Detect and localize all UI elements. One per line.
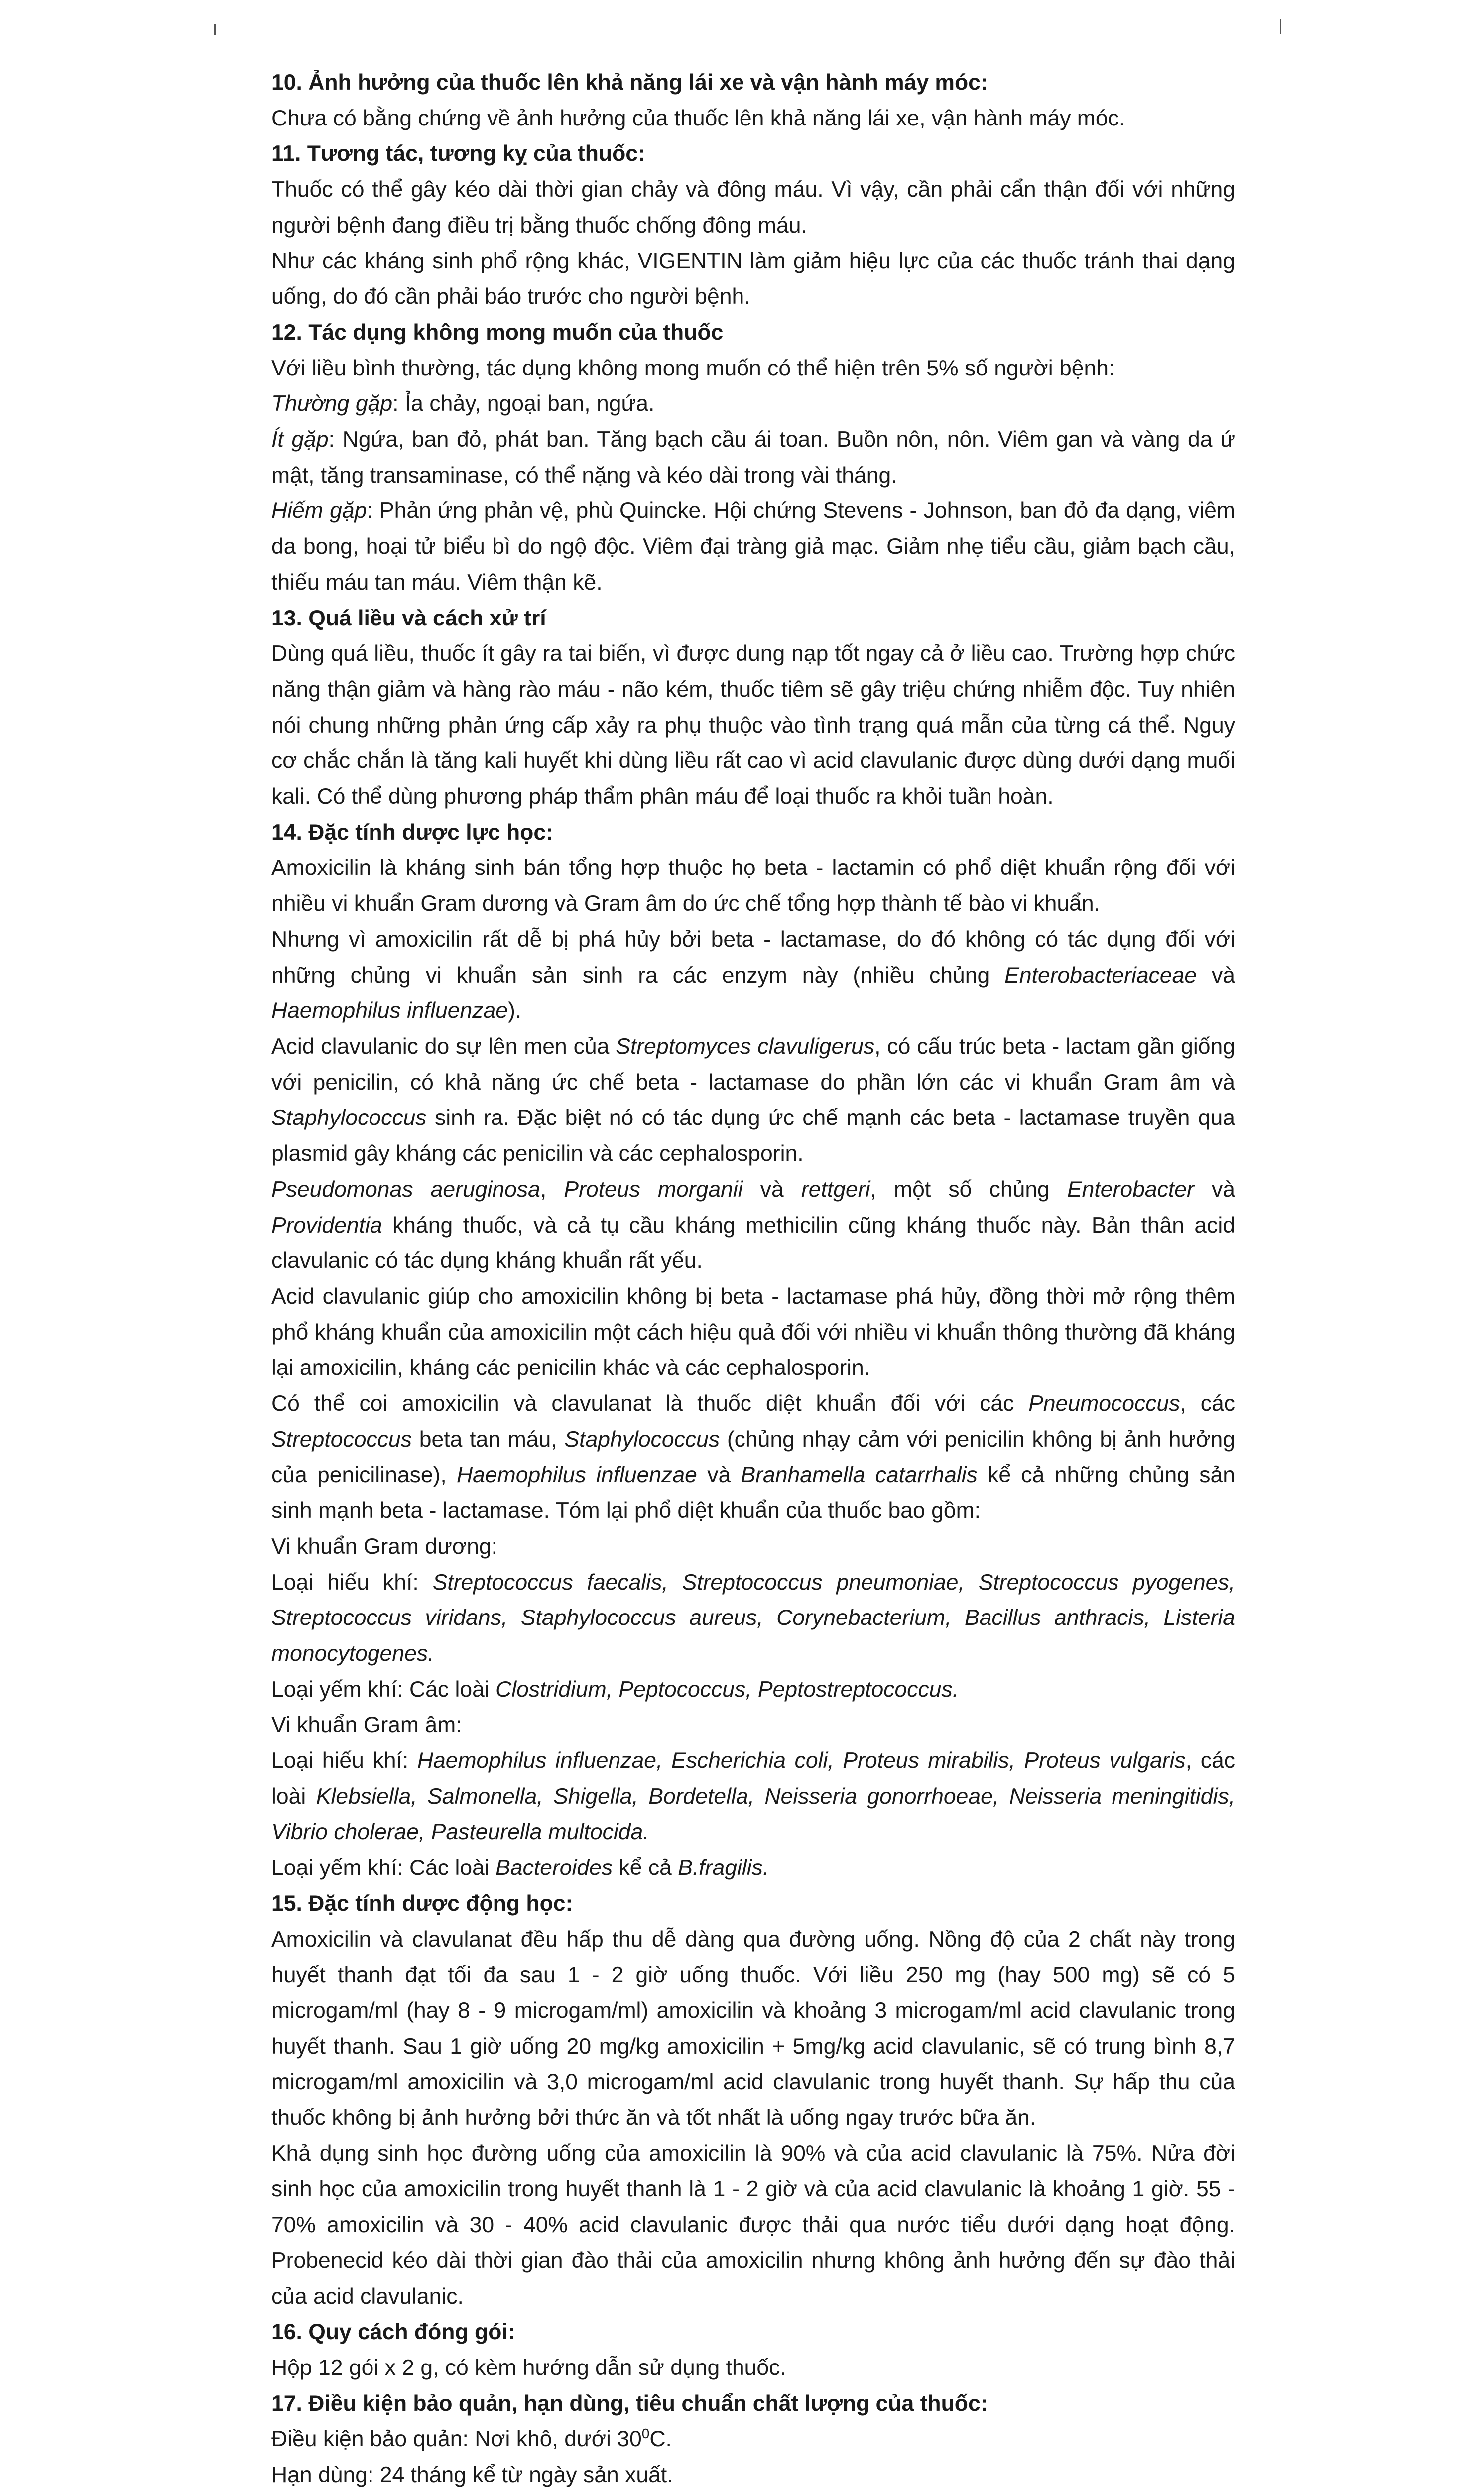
species-name: Bacteroides	[495, 1856, 613, 1880]
text: và	[1197, 963, 1235, 988]
text: sinh ra. Đặc biệt nó có tác dụng ức chế mạnh các beta - lactamase truyền qua plasmid gây kháng các penicilin và các cephalosporin.	[271, 1106, 1235, 1166]
section-12	[271, 315, 1235, 601]
text: (chủng nhạy cảm với penicilin không bị ảnh hưởng của penicilinase),	[271, 1427, 1235, 1488]
text: Loại yếm khí: Các loài	[271, 1856, 496, 1880]
text: kể cả	[613, 1856, 678, 1880]
section-heading: 14. Đặc tính dược lực học:	[271, 820, 553, 845]
paragraph: Amoxicilin và clavulanat đều hấp thu dễ dàng qua đường uống. Nồng độ của 2 chất này trong huyết thanh đạt tối đa sau 1 - 2 giờ uống thuốc. Với liều 250 mg (hay 500 mg) sẽ có 5 microgam/ml (hay 8 - 9 microgam/ml) amoxicilin và khoảng 3 microgam/ml acid clavulanic trong huyết thanh. Sau 1 giờ uống 20 mg/kg amoxicilin + 5mg/kg acid clavulanic, sẽ có trung bình 8,7 microgam/ml amoxicilin và 3,0 microgam/ml acid clavulanic trong huyết thanh. Sự hấp thu của thuốc không bị ảnh hưởng bởi thức ăn và tốt nhất là uống ngay trước bữa ăn.	[271, 1927, 1235, 2130]
text: ,	[540, 1177, 564, 1202]
text: và	[697, 1463, 741, 1488]
frequency-text: : Ngứa, ban đỏ, phát ban. Tăng bạch cầu ái toan. Buồn nôn, nôn. Viêm gan và vàng da ứ mật, tăng transaminase, có thể nặng và kéo dài trong vài tháng.	[271, 427, 1235, 488]
species-name: Streptococcus	[271, 1427, 412, 1452]
paragraph: Acid clavulanic giúp cho amoxicilin không bị beta - lactamase phá hủy, đồng thời mở rộng thêm phổ kháng khuẩn của amoxicilin một cách hiệu quả đối với nhiều vi khuẩn thông thường đã kháng lại amoxicilin, kháng các penicilin khác và các cephalosporin.	[271, 1284, 1235, 1380]
species-name: Staphylococcus	[271, 1106, 427, 1130]
section-heading: 11. Tương tác, tương kỵ của thuốc:	[271, 141, 645, 166]
species-name: Proteus morganii	[564, 1177, 743, 1202]
section-10	[271, 65, 1235, 136]
section-heading: 13. Quá liều và cách xử trí	[271, 606, 546, 630]
species-list: Clostridium, Peptococcus, Peptostreptococcus.	[495, 1677, 959, 1702]
text: Điều kiện bảo quản: Nơi khô, dưới 30	[271, 2427, 642, 2452]
text: Loại hiếu khí:	[271, 1748, 417, 1773]
text: , có cấu trúc beta - lactam gần giống với penicilin, có khả năng ức chế beta - lactamase do phần lớn các vi khuẩn Gram âm và	[271, 1034, 1235, 1095]
text: Có thể coi amoxicilin và clavulanat là thuốc diệt khuẩn đối với các	[271, 1391, 1029, 1416]
paragraph	[271, 1672, 1235, 1708]
species-name: B.fragilis.	[678, 1856, 769, 1880]
degree-superscript: 0	[641, 2426, 650, 2442]
paragraph: Chưa có bằng chứng về ảnh hưởng của thuốc lên khả năng lái xe, vận hành máy móc.	[271, 106, 1125, 130]
species-name: Pneumococcus	[1028, 1391, 1180, 1416]
paragraph	[271, 922, 1235, 1029]
frequency-label: Hiếm gặp	[271, 498, 367, 523]
species-name: rettgeri	[801, 1177, 870, 1202]
paragraph	[271, 1565, 1235, 1672]
subheading-gram-negative: Vi khuẩn Gram âm:	[271, 1713, 462, 1738]
frequency-text: : Phản ứng phản vệ, phù Quincke. Hội chứng Stevens - Johnson, ban đỏ đa dạng, viêm da bong, hoại tử biểu bì do ngộ độc. Viêm đại tràng giả mạc. Giảm nhẹ tiểu cầu, giảm bạch cầu, thiếu máu tan máu. Viêm thận kẽ.	[271, 498, 1235, 595]
text: , một số chủng	[870, 1177, 1067, 1202]
text: kháng thuốc, và cả tụ cầu kháng methicilin cũng kháng thuốc này. Bản thân acid clavulanic có tác dụng kháng khuẩn rất yếu.	[271, 1213, 1235, 1273]
text: kể cả những chủng sản sinh mạnh beta - lactamase. Tóm lại phổ diệt khuẩn của thuốc bao gồm:	[271, 1463, 1236, 1523]
paragraph: Hộp 12 gói x 2 g, có kèm hướng dẫn sử dụng thuốc.	[271, 2356, 786, 2380]
text: Nhưng vì amoxicilin rất dễ bị phá hủy bởi beta - lactamase, do đó không có tác dụng đối với những chủng vi khuẩn sản sinh ra các enzym này (nhiều chủng	[271, 927, 1235, 988]
species-name: Branhamella catarrhalis	[741, 1463, 978, 1488]
paragraph	[271, 1386, 1235, 1529]
text: và	[742, 1177, 801, 1202]
species-name: Haemophilus influenzae	[271, 998, 508, 1023]
text: , các loài	[271, 1748, 1235, 1809]
species-list: Klebsiella, Salmonella, Shigella, Bordetella, Neisseria gonorrhoeae, Neisseria meningitidis, Vibrio cholerae, Pasteurella multocida.	[271, 1784, 1235, 1845]
text: , các	[1180, 1391, 1235, 1416]
paragraph	[271, 1029, 1235, 1172]
paragraph	[271, 422, 1235, 493]
section-14	[271, 815, 1235, 1886]
section-heading: 16. Quy cách đóng gói:	[271, 2320, 515, 2345]
subheading-gram-positive: Vi khuẩn Gram dương:	[271, 1534, 497, 1559]
section-16	[271, 2314, 1235, 2385]
text: ).	[507, 998, 522, 1023]
species-name: Enterobacteriaceae	[1004, 963, 1197, 988]
paragraph: Dùng quá liều, thuốc ít gây ra tai biến, vì được dung nạp tốt ngay cả ở liều cao. Trường hợp chức năng thận giảm và hàng rào máu - não kém, thuốc tiêm sẽ gây triệu chứng nhiễm độc. Tuy nhiên nói chung những phản ứng cấp xảy ra phụ thuộc vào tình trạng quá mẫn của từng cá thể. Nguy cơ chắc chắn là tăng kali huyết khi dùng liều rất cao vì acid clavulanic được dùng dưới dạng muối kali. Có thể dùng phương pháp thẩm phân máu để loại thuốc ra khỏi tuần hoàn.	[271, 641, 1235, 809]
text: Acid clavulanic do sự lên men của	[271, 1034, 616, 1059]
species-name: Providentia	[271, 1213, 382, 1238]
species-name: Staphylococcus	[564, 1427, 720, 1452]
section-heading: 10. Ảnh hưởng của thuốc lên khả năng lái xe và vận hành máy móc:	[271, 70, 988, 95]
crop-mark-top-left	[214, 24, 216, 35]
paragraph: Như các kháng sinh phổ rộng khác, VIGENTIN làm giảm hiệu lực của các thuốc tránh thai dạng uống, do đó cần phải báo trước cho người bệnh.	[271, 249, 1235, 309]
shelf-life: Hạn dùng: 24 tháng kể từ ngày sản xuất.	[271, 2463, 673, 2488]
text: Loại yếm khí: Các loài	[271, 1677, 496, 1702]
paragraph	[271, 386, 1235, 422]
paragraph	[271, 493, 1235, 600]
species-list: Streptococcus faecalis, Streptococcus pneumoniae, Streptococcus pyogenes, Streptococcus viridans, Staphylococcus aureus, Corynebacterium, Bacillus anthracis, Listeria monocytogenes.	[271, 1570, 1235, 1666]
paragraph: Amoxicilin là kháng sinh bán tổng hợp thuộc họ beta - lactamin có phổ diệt khuẩn rộng đối với nhiều vi khuẩn Gram dương và Gram âm do ức chế tổng hợp thành tế bào vi khuẩn.	[271, 856, 1235, 916]
section-heading: 12. Tác dụng không mong muốn của thuốc	[271, 320, 724, 345]
text: Loại hiếu khí:	[271, 1570, 433, 1595]
paragraph: Thuốc có thể gây kéo dài thời gian chảy và đông máu. Vì vậy, cần phải cẩn thận đối với những người bệnh đang điều trị bằng thuốc chống đông máu.	[271, 177, 1235, 238]
leaflet-text	[271, 65, 1235, 2490]
paragraph	[271, 1743, 1235, 1850]
text: và	[1194, 1177, 1235, 1202]
frequency-text: : Ỉa chảy, ngoại ban, ngứa.	[392, 391, 655, 416]
species-name: Enterobacter	[1067, 1177, 1194, 1202]
section-13	[271, 601, 1235, 815]
section-11	[271, 136, 1235, 315]
paragraph: Với liều bình thường, tác dụng không mong muốn có thể hiện trên 5% số người bệnh:	[271, 356, 1115, 380]
section-17	[271, 2386, 1235, 2490]
text: beta tan máu,	[411, 1427, 565, 1452]
frequency-label: Ít gặp	[271, 427, 329, 452]
species-name: Pseudomonas aeruginosa	[271, 1177, 540, 1202]
species-name: Streptomyces clavuligerus	[616, 1034, 875, 1059]
frequency-label: Thường gặp	[271, 391, 393, 416]
paragraph: Khả dụng sinh học đường uống của amoxicilin là 90% và của acid clavulanic là 75%. Nửa đời sinh học của amoxicilin trong huyết thanh là 1 - 2 giờ và của acid clavulanic là khoảng 1 giờ. 55 - 70% amoxicilin và 30 - 40% acid clavulanic được thải qua nước tiểu dưới dạng hoạt động. Probenecid kéo dài thời gian đào thải của amoxicilin nhưng không ảnh hưởng đến sự đào thải của acid clavulanic.	[271, 2141, 1235, 2309]
section-15	[271, 1886, 1235, 2314]
species-name: Haemophilus influenzae	[457, 1463, 697, 1488]
section-heading: 17. Điều kiện bảo quản, hạn dùng, tiêu chuẩn chất lượng của thuốc:	[271, 2391, 988, 2416]
storage-condition	[271, 2421, 1235, 2457]
species-list: Haemophilus influenzae, Escherichia coli, Proteus mirabilis, Proteus vulgaris	[417, 1748, 1186, 1773]
section-heading: 15. Đặc tính dược động học:	[271, 1891, 573, 1916]
paragraph	[271, 1172, 1235, 1279]
paragraph	[271, 1850, 1235, 1886]
crop-mark-top-right	[1280, 19, 1281, 34]
text: C.	[649, 2427, 672, 2452]
